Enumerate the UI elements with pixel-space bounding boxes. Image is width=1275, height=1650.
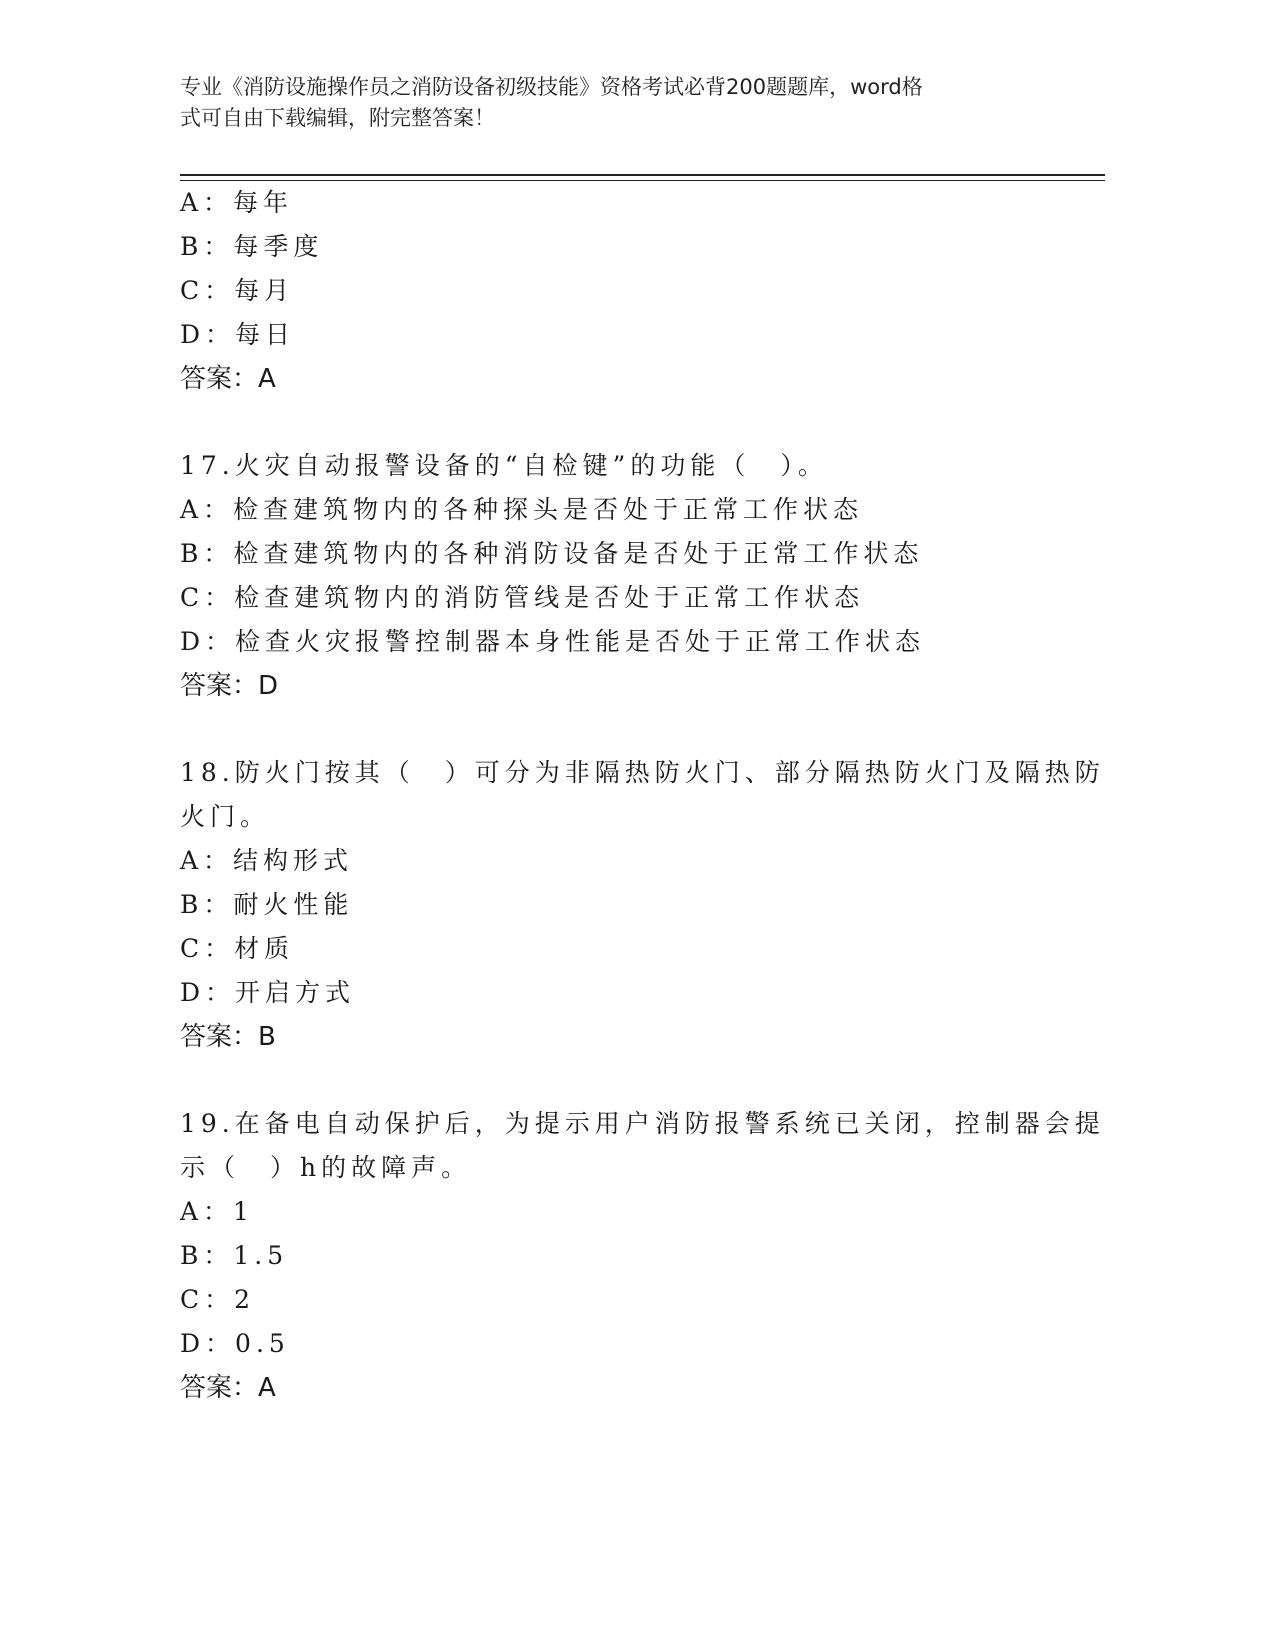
- header-line-1: 专业《消防设施操作员之消防设备初级技能》资格考试必背200题题库，word格: [180, 75, 923, 99]
- question-block-17: [180, 444, 1060, 708]
- option-b: B：每季度: [180, 232, 324, 261]
- question-text-line-1: 19.在备电自动保护后，为提示用户消防报警系统已关闭，控制器会提: [180, 1109, 1105, 1138]
- spacer: [180, 401, 1060, 444]
- question-block-19: [180, 1102, 1105, 1410]
- question-text: 17.火灾自动报警设备的“自检键”的功能（ ）。: [180, 451, 828, 480]
- option-c: C：每月: [180, 276, 295, 305]
- option-b: B：1.5: [180, 1241, 289, 1270]
- answer-line: 答案：A: [180, 364, 276, 394]
- spacer: [180, 708, 1060, 751]
- question-text-line-2: 火门。: [180, 802, 271, 831]
- option-c: C：检查建筑物内的消防管线是否处于正常工作状态: [180, 583, 865, 612]
- question-text-line-2: 示（ ）h的故障声。: [180, 1153, 472, 1182]
- question-block-16: [180, 181, 1060, 401]
- spacer: [180, 1059, 1060, 1102]
- option-d: D：0.5: [180, 1329, 290, 1358]
- question-block-18: [180, 751, 1105, 1059]
- answer-line: 答案：B: [180, 1022, 276, 1052]
- answer-line: 答案：A: [180, 1373, 276, 1403]
- document-body: [180, 181, 1105, 1410]
- answer-line: 答案：D: [180, 671, 279, 701]
- option-d: D：开启方式: [180, 978, 356, 1007]
- option-d: D：每日: [180, 320, 296, 349]
- option-a: A：结构形式: [180, 846, 354, 875]
- document-header: [180, 72, 1040, 134]
- option-a: A：1: [180, 1197, 254, 1226]
- option-b: B：耐火性能: [180, 890, 354, 919]
- header-rule-thick: [180, 174, 1105, 176]
- option-d: D：检查火灾报警控制器本身性能是否处于正常工作状态: [180, 627, 926, 656]
- header-line-2: 式可自由下载编辑，附完整答案！: [180, 106, 495, 130]
- option-b: B：检查建筑物内的各种消防设备是否处于正常工作状态: [180, 539, 924, 568]
- option-a: A：每年: [180, 188, 294, 217]
- option-a: A：检查建筑物内的各种探头是否处于正常工作状态: [180, 495, 864, 524]
- option-c: C：材质: [180, 934, 295, 963]
- option-c: C：2: [180, 1285, 256, 1314]
- question-text-line-1: 18.防火门按其（ ）可分为非隔热防火门、部分隔热防火门及隔热防: [180, 758, 1105, 787]
